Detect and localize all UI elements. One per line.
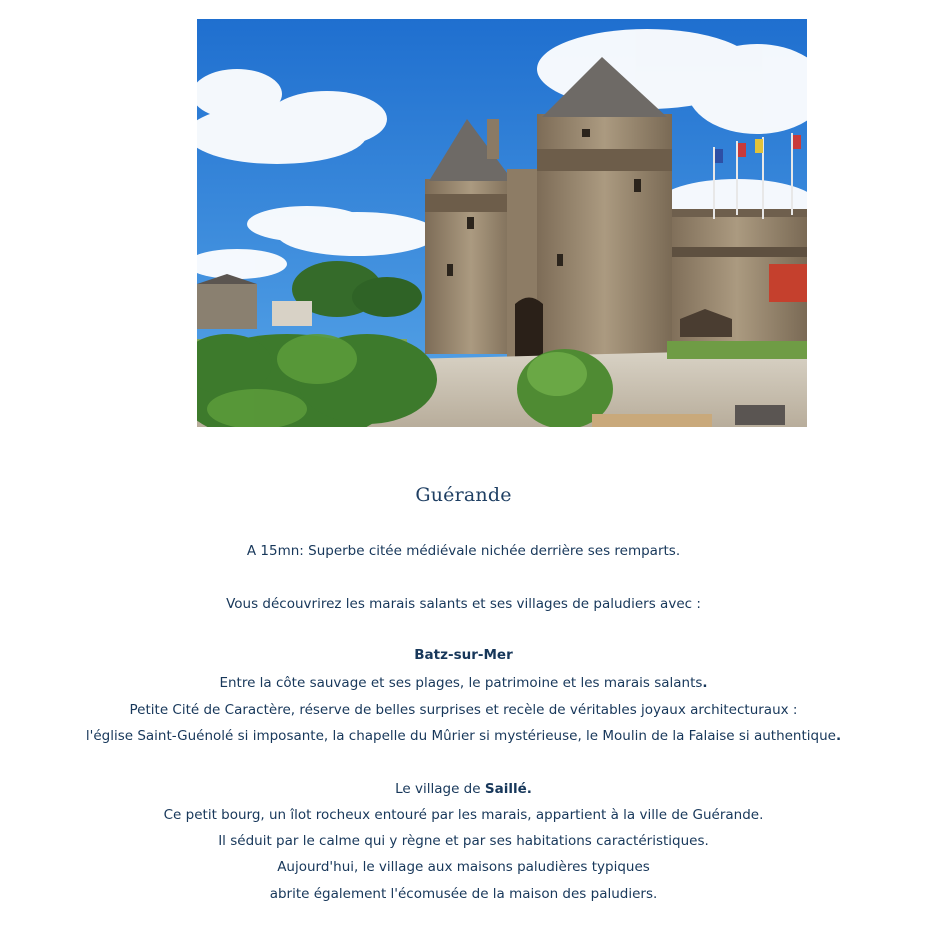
intro-text: A 15mn: Superbe citée médiévale nichée derrière ses remparts. <box>246 543 681 559</box>
batz-line-3 <box>0 727 927 745</box>
saille-line-2: Il séduit par le calme qui y règne et par ses habitations caractéristiques. <box>218 833 709 849</box>
discover-text: Vous découvrirez les marais salants et ses villages de paludiers avec : <box>226 596 701 612</box>
saille-heading-name: Saillé. <box>484 781 532 797</box>
saille-line-4: abrite également l'écomusée de la maison des paludiers. <box>269 886 658 902</box>
batz-line-1-end: . <box>702 675 708 691</box>
batz-line-1 <box>0 674 927 692</box>
saille-line-1: Ce petit bourg, un îlot rocheux entouré par les marais, appartient à la ville de Guérande. <box>163 807 764 823</box>
saille-heading <box>0 780 927 798</box>
saille-line-3: Aujourd'hui, le village aux maisons paludières typiques <box>277 859 650 875</box>
guerande-castle-photo <box>197 19 807 427</box>
page-title: Guérande <box>415 484 512 506</box>
batz-line-3-text: l'église Saint-Guénolé si imposante, la chapelle du Mûrier si mystérieuse, le Moulin de la Falaise si authentique <box>85 728 836 744</box>
saille-heading-prefix: Le village de <box>395 781 485 797</box>
batz-heading: Batz-sur-Mer <box>414 647 513 663</box>
batz-line-3-end: . <box>835 728 842 744</box>
batz-line-2: Petite Cité de Caractère, réserve de belles surprises et recèle de véritables joyaux architecturaux : <box>129 702 798 718</box>
batz-line-1-text: Entre la côte sauvage et ses plages, le patrimoine et les marais salants <box>219 675 703 691</box>
